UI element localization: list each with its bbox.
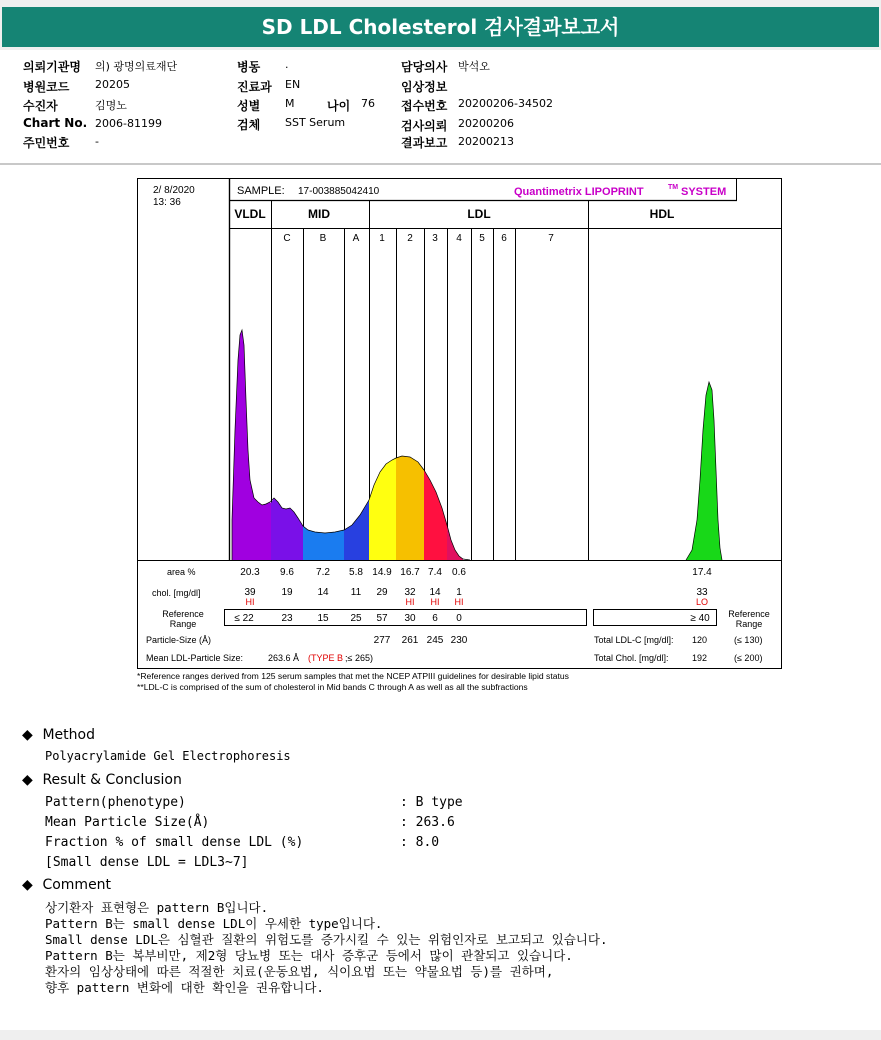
ref-value: ≤ 22 — [234, 613, 254, 624]
comment-line: 환자의 임상상태에 따른 적절한 치료(운동요법, 식이요법 또는 약물요법 등)를 권하며, — [45, 964, 554, 979]
group-vldl: VLDL — [234, 207, 266, 221]
chart-value: 2006-81199 — [95, 117, 162, 130]
chol-value: 39 — [244, 587, 256, 598]
chol-value: 29 — [376, 587, 388, 598]
comment-line: 향후 pattern 변화에 대한 확인을 권유합니다. — [45, 980, 324, 995]
patient-value: 김명노 — [95, 99, 127, 112]
fraction-label: Fraction % of small dense LDL (%) — [45, 835, 304, 850]
patient-label: 수진자 — [23, 99, 58, 113]
accession-label: 접수번호 — [401, 99, 448, 113]
institution-label: 의뢰기관명 — [23, 60, 81, 74]
pattern-label: Pattern(phenotype) — [45, 795, 186, 810]
particle-size: 230 — [450, 635, 468, 646]
sex-value: M — [285, 97, 295, 110]
hi-flag: HI — [430, 597, 440, 607]
area-value: 16.7 — [400, 567, 420, 578]
chol-label: chol. [mg/dl] — [152, 588, 201, 598]
run-date: 2/ 8/2020 — [153, 185, 195, 196]
total-ldl-ref: (≤ 130) — [734, 635, 763, 645]
subband-label: 3 — [432, 233, 438, 244]
ref-value: 30 — [404, 613, 416, 624]
institution-value: 의) 광명의료재단 — [95, 60, 178, 73]
resident-label: 주민번호 — [23, 136, 70, 150]
ward-label: 병동 — [237, 60, 261, 74]
subband-label: B — [319, 233, 327, 244]
particle-size: 261 — [401, 635, 419, 646]
hi-flag: HI — [245, 597, 255, 607]
footer-bar — [0, 1030, 881, 1040]
hi-flag: HI — [454, 597, 464, 607]
resident-value: - — [95, 135, 99, 148]
ref-label-line1: Reference — [162, 609, 204, 619]
area-value: 0.6 — [452, 567, 466, 578]
chol-value: 14 — [317, 587, 329, 598]
diamond-icon: ◆ — [22, 877, 33, 893]
request-value: 20200206 — [458, 117, 514, 130]
area-value: 5.8 — [349, 567, 363, 578]
ref-label-line2: Range — [169, 619, 197, 629]
comment-line: Small dense LDL은 심혈관 질환의 위험도를 증가시킬 수 있는 위험인자로 보고되고 있습니다. — [45, 932, 608, 947]
total-chol-value: 192 — [692, 653, 708, 663]
type-label: (TYPE B — [308, 653, 344, 663]
subband-label: C — [283, 233, 291, 244]
group-mid: MID — [308, 207, 330, 221]
brand-system: SYSTEM — [681, 186, 727, 198]
ref-value: 0 — [456, 613, 462, 624]
particle-size-label: Particle-Size (Å) — [146, 635, 212, 645]
ward-value: . — [285, 58, 289, 71]
total-ldl-value: 120 — [692, 635, 708, 645]
ldl2-band — [396, 456, 424, 560]
sample-id: 17-003885042410 — [298, 186, 380, 197]
result-title: Result & Conclusion — [42, 772, 182, 788]
comment-line: 상기환자 표현형은 pattern B입니다. — [45, 900, 269, 915]
age-label: 나이 — [327, 99, 351, 113]
ref-value: 25 — [350, 613, 362, 624]
age-value: 76 — [361, 97, 375, 110]
doctor-label: 담당의사 — [401, 60, 448, 74]
chol-value: 33 — [696, 587, 708, 598]
specimen-label: 검체 — [237, 118, 261, 132]
area-value: 14.9 — [372, 567, 392, 578]
comment-heading — [22, 877, 111, 893]
chol-value: 14 — [429, 587, 441, 598]
run-time: 13: 36 — [153, 197, 181, 208]
brand-tm: TM — [668, 184, 679, 191]
total-chol-label: Total Chol. [mg/dl]: — [594, 653, 669, 663]
dept-label: 진료과 — [237, 80, 272, 94]
method-text: Polyacrylamide Gel Electrophoresis — [45, 749, 291, 763]
fraction-value: : 8.0 — [400, 835, 440, 850]
result-heading — [22, 772, 182, 788]
size-label: Mean Particle Size(Å) — [45, 815, 210, 830]
area-value: 9.6 — [280, 567, 294, 578]
comment-line: Pattern B는 small dense LDL이 우세한 type입니다. — [45, 916, 383, 931]
hi-flag: HI — [405, 597, 415, 607]
particle-size: 245 — [426, 635, 444, 646]
diamond-icon: ◆ — [22, 772, 33, 788]
specimen-value: SST Serum — [285, 116, 346, 129]
accession-value: 20200206-34502 — [458, 97, 553, 110]
particle-size: 277 — [373, 635, 391, 646]
ref-value: 15 — [317, 613, 329, 624]
chol-value: 32 — [404, 587, 416, 598]
ref-value: 57 — [376, 613, 388, 624]
chol-value: 19 — [281, 587, 293, 598]
request-label: 검사의뢰 — [401, 119, 448, 133]
area-value: 7.2 — [316, 567, 330, 578]
lo-flag: LO — [695, 597, 709, 607]
mean-size-label: Mean LDL-Particle Size: — [146, 653, 244, 663]
chart-label: Chart No. — [23, 116, 88, 130]
area-value: 7.4 — [428, 567, 442, 578]
ref-label-right-2: Range — [735, 619, 763, 629]
hdl-ref-value: ≥ 40 — [690, 613, 710, 624]
hospital-code-value: 20205 — [95, 78, 130, 91]
report-title: SD LDL Cholesterol 검사결과보고서 — [2, 7, 879, 47]
size-value: : 263.6 — [400, 815, 455, 830]
footnote-reference: *Reference ranges derived from 125 serum samples that met the NCEP ATPIII guidelines for desirable lipid status — [137, 671, 569, 681]
area-label: area % — [167, 567, 196, 577]
subband-label: 7 — [548, 233, 554, 244]
method-heading — [22, 727, 95, 743]
chol-value: 11 — [350, 587, 362, 598]
hospital-code-label: 병원코드 — [23, 80, 70, 94]
chol-value: 1 — [456, 587, 462, 598]
report-date-label: 결과보고 — [401, 136, 448, 150]
sample-label: SAMPLE: — [237, 185, 285, 197]
subband-label: 1 — [379, 233, 385, 244]
subband-label: 5 — [479, 233, 485, 244]
comment-title: Comment — [42, 877, 112, 893]
brand-name: Quantimetrix LIPOPRINT — [514, 186, 644, 198]
area-value: 20.3 — [240, 567, 260, 578]
total-chol-ref: (≤ 200) — [734, 653, 763, 663]
type-suffix: ;≤ 265) — [345, 653, 373, 663]
small-dense-definition: [Small dense LDL = LDL3~7] — [45, 855, 249, 870]
clinical-label: 임상정보 — [401, 80, 448, 94]
report-date-value: 20200213 — [458, 135, 514, 148]
ref-label-right-1: Reference — [728, 609, 770, 619]
comment-line: Pattern B는 복부비만, 제2형 당뇨병 또는 대사 증후군 등에서 많이 관찰되고 있습니다. — [45, 948, 573, 963]
total-ldl-label: Total LDL-C [mg/dl]: — [594, 635, 674, 645]
pattern-value: : B type — [400, 795, 463, 810]
ref-value: 6 — [432, 613, 438, 624]
sex-label: 성별 — [237, 99, 261, 113]
subband-label: 4 — [456, 233, 462, 244]
method-title: Method — [42, 727, 95, 743]
mean-size-value: 263.6 Å — [268, 653, 300, 663]
doctor-value: 박석오 — [458, 60, 490, 73]
footnote-ldl-c: **LDL-C is comprised of the sum of cholesterol in Mid bands C through A as well as all the subfractions — [137, 682, 528, 692]
diamond-icon: ◆ — [22, 727, 33, 743]
group-hdl: HDL — [649, 207, 675, 221]
area-value: 17.4 — [692, 567, 712, 578]
dept-value: EN — [285, 78, 301, 91]
group-ldl: LDL — [467, 207, 491, 221]
subband-label: 2 — [407, 233, 413, 244]
subband-label: 6 — [501, 233, 507, 244]
ref-value: 23 — [281, 613, 293, 624]
subband-label: A — [352, 233, 360, 244]
